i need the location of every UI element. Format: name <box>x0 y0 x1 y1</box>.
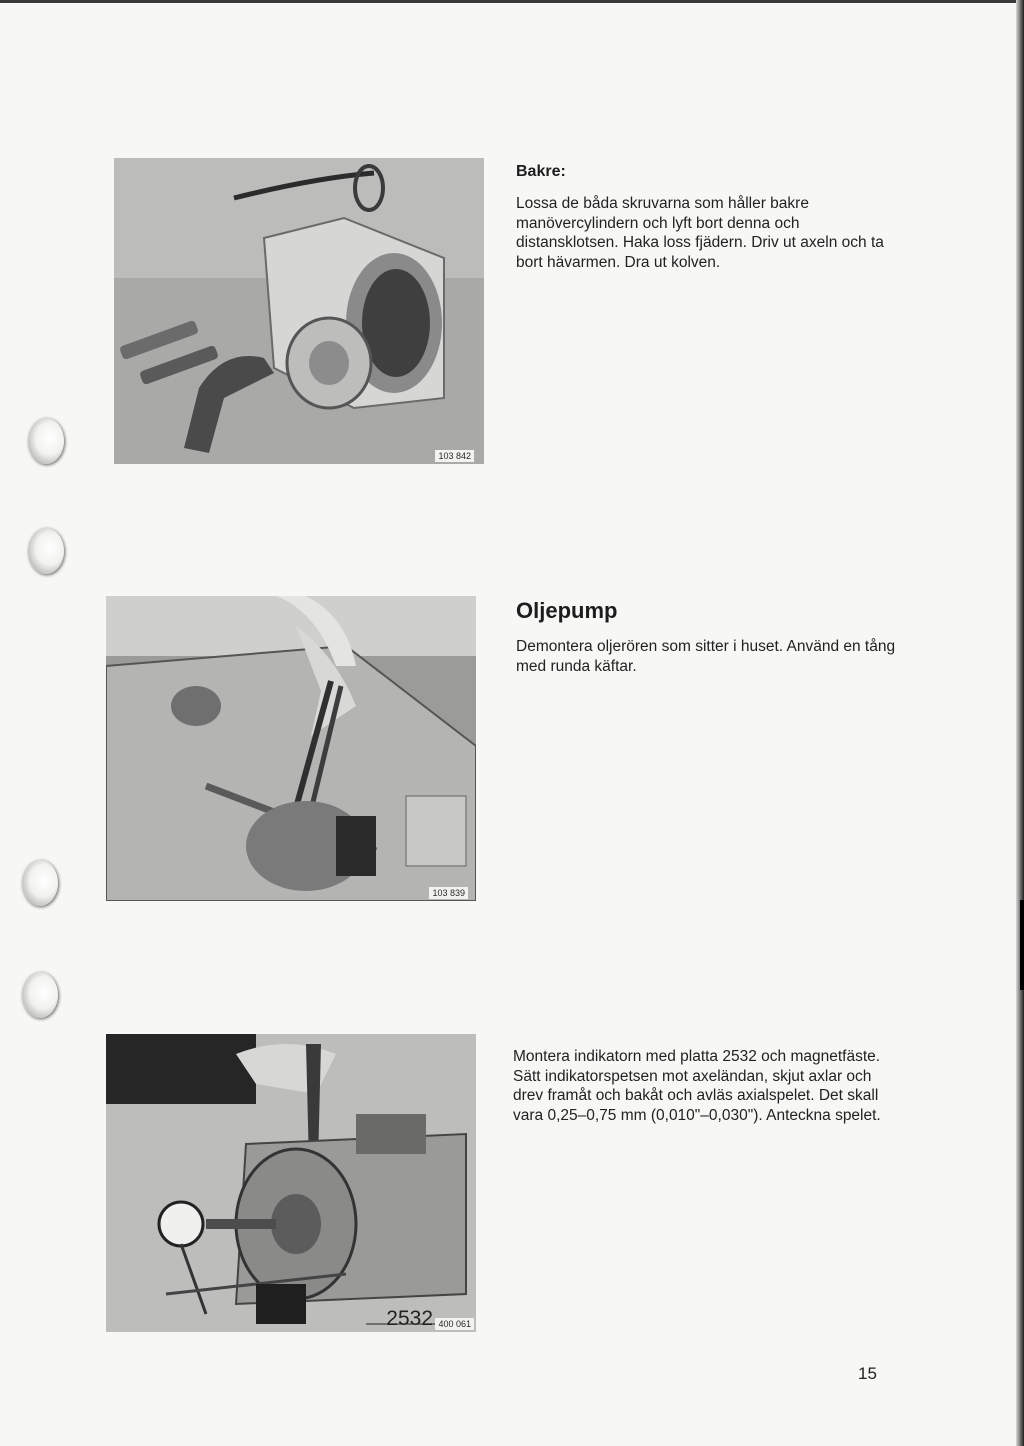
section-body-indicator: Montera indikatorn med platta 2532 och magnetfäste. Sätt indikatorspetsen mot axeländan, skjut axlar och drev framåt och bakåt och avläs axialspelet. Det skall vara 0,25–0,75 mm (0,010"–0,030"). Anteckna spelet. <box>513 1048 881 1124</box>
figure-indicator-photo <box>106 1034 476 1332</box>
section-body-oil-pump: Demontera oljerören som sitter i huset. Använd en tång med runda käftar. <box>516 638 896 675</box>
figure-oil-pump-photo <box>106 596 476 901</box>
figure-code: 103 839 <box>429 887 468 899</box>
section-heading-oil-pump: Oljepump <box>516 598 618 623</box>
page-number: 15 <box>858 1364 877 1383</box>
punch-hole <box>28 418 64 464</box>
edge-mark <box>1020 900 1024 990</box>
punch-hole <box>28 528 64 574</box>
section-body-rear: Lossa de båda skruvarna som håller bakre manövercylindern och lyft bort denna och distansklotsen. Haka loss fjädern. Driv ut axeln och ta bort hävarmen. Dra ut kolven. <box>516 195 884 271</box>
top-rule <box>0 0 1024 3</box>
figure-tool-label: 2532 <box>386 1307 433 1330</box>
punch-hole <box>22 860 58 906</box>
section-heading-rear: Bakre: <box>516 163 566 180</box>
figure-rear-cylinder-photo <box>114 158 484 464</box>
punch-hole <box>22 972 58 1018</box>
figure-code: 103 842 <box>435 450 474 462</box>
figure-code: 400 061 <box>435 1318 474 1330</box>
page-edge <box>1016 0 1024 1446</box>
